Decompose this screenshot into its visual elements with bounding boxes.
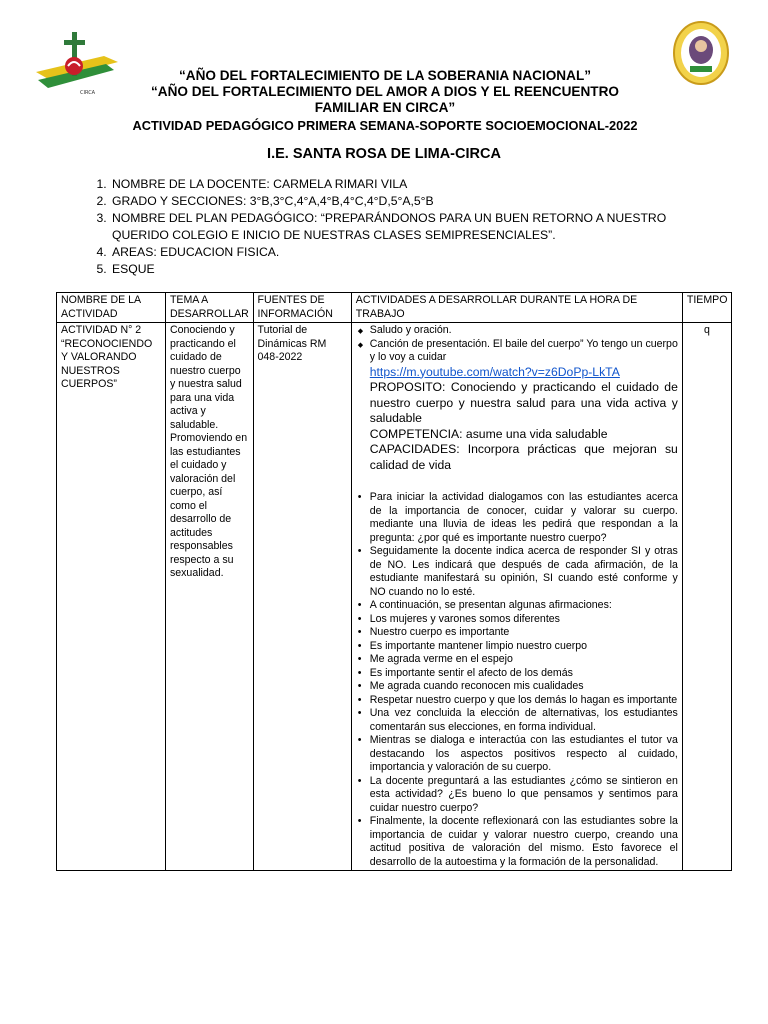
header-time: TIEMPO xyxy=(682,293,731,323)
activities-list xyxy=(356,491,678,869)
list-item: • Me agrada verme en el espejo xyxy=(356,653,678,667)
list-item: • Me agrada cuando reconocen mis cualidades xyxy=(356,680,678,694)
proposito-text: PROPOSITO: Conociendo y practicando el cuidado de nuestro cuerpo y nuestra salud para una vida activa y saludable xyxy=(369,380,678,425)
cell-time: q xyxy=(682,323,731,871)
info-esque: 5. ESQUE xyxy=(110,261,710,278)
list-item: • Nuestro cuerpo es importante xyxy=(356,626,678,640)
logo-left-text: CIRCA xyxy=(80,90,96,96)
cell-topic: Conociendo y practicando el cuidado de nuestro cuerpo y nuestra salud para una vida activa y saludable. Promoviendo en las estudiantes el cuidado y valoración del cuerpo, así como el desarrollo de actitudes responsables respecto a su sexualidad. xyxy=(165,323,253,871)
list-item: • Respetar nuestro cuerpo y que los demás lo hagan es importante xyxy=(356,694,678,708)
header-activities: ACTIVIDADES A DESARROLLAR DURANTE LA HORA DE TRABAJO xyxy=(351,293,682,323)
list-item: • Mientras se dialoga e interactúa con las estudiantes el tutor va destacando los aspectos positivos respecto al cuidado, importancia y valoración de su cuerpo. xyxy=(356,734,678,775)
capacidades-text: CAPACIDADES: Incorpora prácticas que mejoran su calidad de vida xyxy=(369,442,678,472)
header-topic: TEMA A DESARROLLAR xyxy=(165,293,253,323)
competencia-text: COMPETENCIA: asume una vida saludable xyxy=(369,426,608,441)
cell-activities xyxy=(351,323,682,871)
activity-table xyxy=(56,292,732,871)
intro-item: ◆ Saludo y oración. xyxy=(356,324,678,338)
table-row xyxy=(57,323,732,871)
intro-item: ◆ Canción de presentación. El baile del cuerpo” Yo tengo un cuerpo y lo voy a cuidar xyxy=(356,338,678,365)
info-teacher: 1. NOMBRE DE LA DOCENTE: CARMELA RIMARI VILA xyxy=(110,176,710,193)
list-item: • Es importante sentir el afecto de los demás xyxy=(356,667,678,681)
info-areas: 4. AREAS: EDUCACION FISICA. xyxy=(110,244,710,261)
table-header-row xyxy=(57,293,732,323)
document-header xyxy=(100,68,670,134)
list-item: • Los mujeres y varones somos diferentes xyxy=(356,613,678,627)
cell-activity-name: ACTIVIDAD N° 2 “RECONOCIENDO Y VALORANDO NUESTROS CUERPOS” xyxy=(57,323,166,871)
info-plan-name: 3. NOMBRE DEL PLAN PEDAGÓGICO: “PREPARÁNDONOS PARA UN BUEN RETORNO A NUESTRO QUERIDO COLEGIO E INICIO DE NUESTRAS CLASES SEMIPRESENCIALES”. xyxy=(110,210,710,244)
intro-list xyxy=(356,324,678,365)
motto-sovereignty: “AÑO DEL FORTALECIMIENTO DE LA SOBERANIA NACIONAL” xyxy=(178,68,592,83)
cell-sources: Tutorial de Dinámicas RM 048-2022 xyxy=(253,323,351,871)
header-sources: FUENTES DE INFORMACIÓN xyxy=(253,293,351,323)
list-item: • A continuación, se presentan algunas afirmaciones: xyxy=(356,599,678,613)
motto-love-line1: “AÑO DEL FORTALECIMIENTO DEL AMOR A DIOS Y EL REENCUENTRO xyxy=(150,84,619,99)
school-logo-right xyxy=(672,20,730,86)
info-grades: 2. GRADO Y SECCIONES: 3°B,3°C,4°A,4°B,4°C,4°D,5°A,5°B xyxy=(110,193,710,210)
youtube-link[interactable]: https://m.youtube.com/watch?v=z6DoPp-LkTA xyxy=(369,364,620,379)
list-item: • Es importante mantener limpio nuestro cuerpo xyxy=(356,640,678,654)
info-list xyxy=(72,176,710,278)
list-item: • La docente preguntará a las estudiantes ¿cómo se sintieron en esta actividad? ¿Es bueno lo que pensamos y sentimos para cuidar nuestro cuerpo? xyxy=(356,775,678,816)
activity-subtitle: ACTIVIDAD PEDAGÓGICO PRIMERA SEMANA-SOPORTE SOCIOEMOCIONAL-2022 xyxy=(132,118,638,133)
list-item: • Una vez concluida la elección de alternativas, los estudiantes comentarán sus elecciones, en forma individual. xyxy=(356,707,678,734)
list-item: • Finalmente, la docente reflexionará con las estudiantes sobre la importancia de cuidar y valorar nuestro cuerpo, creando una actitud positiva de valoración del mismo. Esto favorece el desarrollo de la autoestima y la formación de la personalidad. xyxy=(356,815,678,869)
school-name: I.E. SANTA ROSA DE LIMA-CIRCA xyxy=(267,146,501,162)
motto-love-line2: FAMILIAR EN CIRCA” xyxy=(314,100,456,115)
list-item: • Seguidamente la docente indica acerca de responder SI y otras de NO. Les indicará que después de cada afirmación, de la estudiante manifestará su opinión, SI cuando esté conforme y NO cuando no lo esté. xyxy=(356,545,678,599)
list-item: • Para iniciar la actividad dialogamos con las estudiantes acerca de la importancia de conocer, cuidar y valorar su cuerpo. mediante una lluvia de ideas les pedirá que respondan a la pregunta: ¿por qué es importante nuestro cuerpo? xyxy=(356,491,678,545)
header-activity-name: NOMBRE DE LA ACTIVIDAD xyxy=(57,293,166,323)
